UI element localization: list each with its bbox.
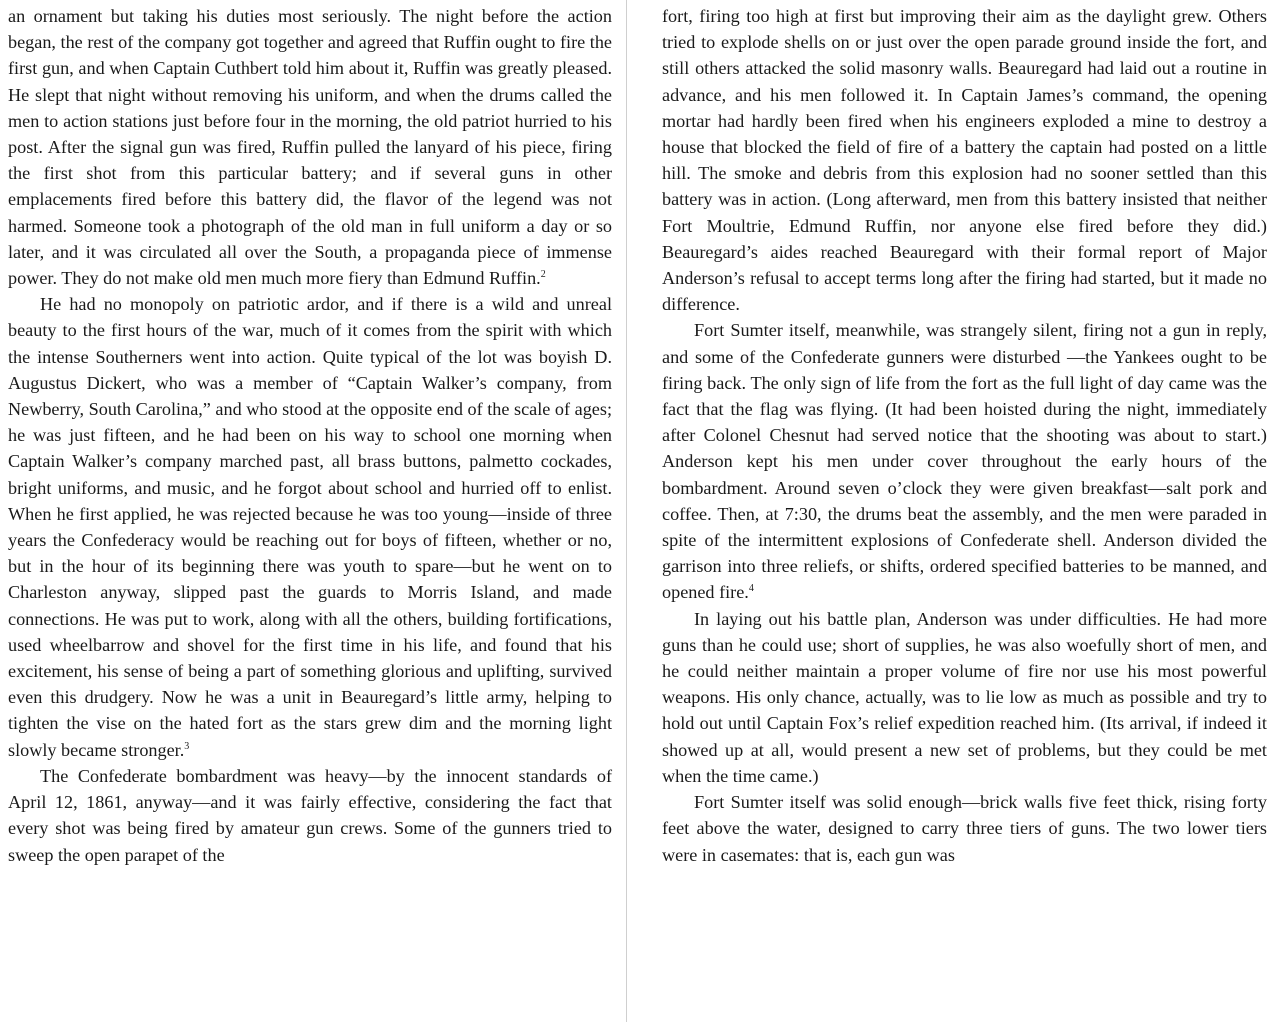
footnote-marker: 4 — [748, 583, 754, 595]
left-column — [0, 0, 618, 1022]
paragraph: Fort Sumter itself was solid enough—brick walls five feet thick, rising forty feet above the water, designed to carry three tiers of guns. The two lower tiers were in casemates: that is, each gun was — [662, 792, 1267, 865]
paragraph: In laying out his battle plan, Anderson was under difficulties. He had more guns than he could use; short of supplies, he was also woefully short of men, and he could neither maintain a proper volume of fire nor use his most powerful weapons. His only chance, actually, was to lie low as much as possible and try to hold out until Captain Fox’s relief expedition reached him. (Its arrival, if indeed it showed up at all, would present a new set of problems, but they could be met when the time came.) — [662, 608, 1267, 786]
footnote-marker: 2 — [540, 269, 546, 281]
footnote-marker: 3 — [184, 740, 190, 752]
paragraph: The Confederate bombardment was heavy—by the innocent standards of April 12, 1861, anyway—and it was fairly effective, considering the fact that every shot was being fired by amateur gun crews. Some of the gunners tried to sweep the open parapet of the — [8, 765, 612, 865]
paragraph: fort, firing too high at first but improving their aim as the daylight grew. Others tried to explode shells on or just over the open parade ground inside the fort, and still others attacked the solid masonry walls. Beauregard had laid out a routine in advance, and his men followed it. In Captain James’s command, the opening mortar had hardly been fired when his engineers exploded a mine to destroy a house that blocked the field of fire of a battery the captain had posted on a little hill. The smoke and debris from this explosion had no sooner settled than this battery was in action. (Long afterward, men from this battery insisted that neither Fort Moultrie, Edmund Ruffin, nor anyone else fired before they did.) Beauregard’s aides reached Beauregard with their formal report of Major Anderson’s refusal to accept terms long after the firing had started, but it made no difference. — [662, 6, 1267, 315]
column-divider — [626, 0, 627, 1022]
paragraph: Fort Sumter itself, meanwhile, was strangely silent, firing not a gun in reply, and some of the Confederate gunners were disturbed —the Yankees ought to be firing back. The only sign of life from the fort as the full light of day came was the fact that the flag was flying. (It had been hoisted during the night, immediately after Colonel Chesnut had served notice that the shooting was about to start.) Anderson kept his men under cover throughout the early hours of the bombardment. Around seven o’clock they were given breakfast—salt pork and coffee. Then, at 7:30, the drums beat the assembly, and the men were paraded in spite of the intermittent explosions of Confederate shell. Anderson divided the garrison into three reliefs, or shifts, ordered specified batteries to be manned, and opened fire.$^4$ — [662, 320, 1267, 603]
right-column — [636, 0, 1277, 1022]
paragraph: an ornament but taking his duties most seriously. The night before the action began, the rest of the company got together and agreed that Ruffin ought to fire the first gun, and when Captain Cuthbert told him about it, Ruffin was greatly pleased. He slept that night without removing his uniform, and when the drums called the men to action stations just before four in the morning, the old patriot hurried to his post. After the signal gun was fired, Ruffin pulled the lanyard of his piece, firing the first shot from this particular battery; and if several guns in other emplacements fired before this battery did, the flavor of the legend was not harmed. Someone took a photograph of the old man in full uniform a day or so later, and it was circulated all over the South, a propaganda piece of immense power. They do not make old men much more fiery than Edmund Ruffin.$^2$ — [8, 6, 612, 289]
paragraph: He had no monopoly on patriotic ardor, and if there is a wild and unreal beauty to the first hours of the war, much of it comes from the spirit with which the intense Southerners went into action. Quite typical of the lot was boyish D. Augustus Dickert, who was a member of “Captain Walker’s company, from Newberry, South Carolina,” and who stood at the opposite end of the scale of ages; he was just fifteen, and he had been on his way to school one morning when Captain Walker’s company marched past, all brass buttons, palmetto cockades, bright uniforms, and music, and he forgot about school and hurried off to enlist. When he first applied, he was rejected because he was too young—inside of three years the Confederacy would be reaching out for boys of fifteen, whether or no, but in the hour of its beginning there was youth to spare—but he went on to Charleston anyway, slipped past the guards to Morris Island, and made connections. He was put to work, along with all the others, building fortifications, used wheelbarrow and shovel for the first time in his life, and found that his excitement, his sense of being a part of something glorious and uplifting, survived even this drudgery. Now he was a unit in Beauregard’s little army, helping to tighten the vise on the hated fort as the stars grew dim and the morning light slowly became stronger.$^3$ — [8, 294, 612, 760]
